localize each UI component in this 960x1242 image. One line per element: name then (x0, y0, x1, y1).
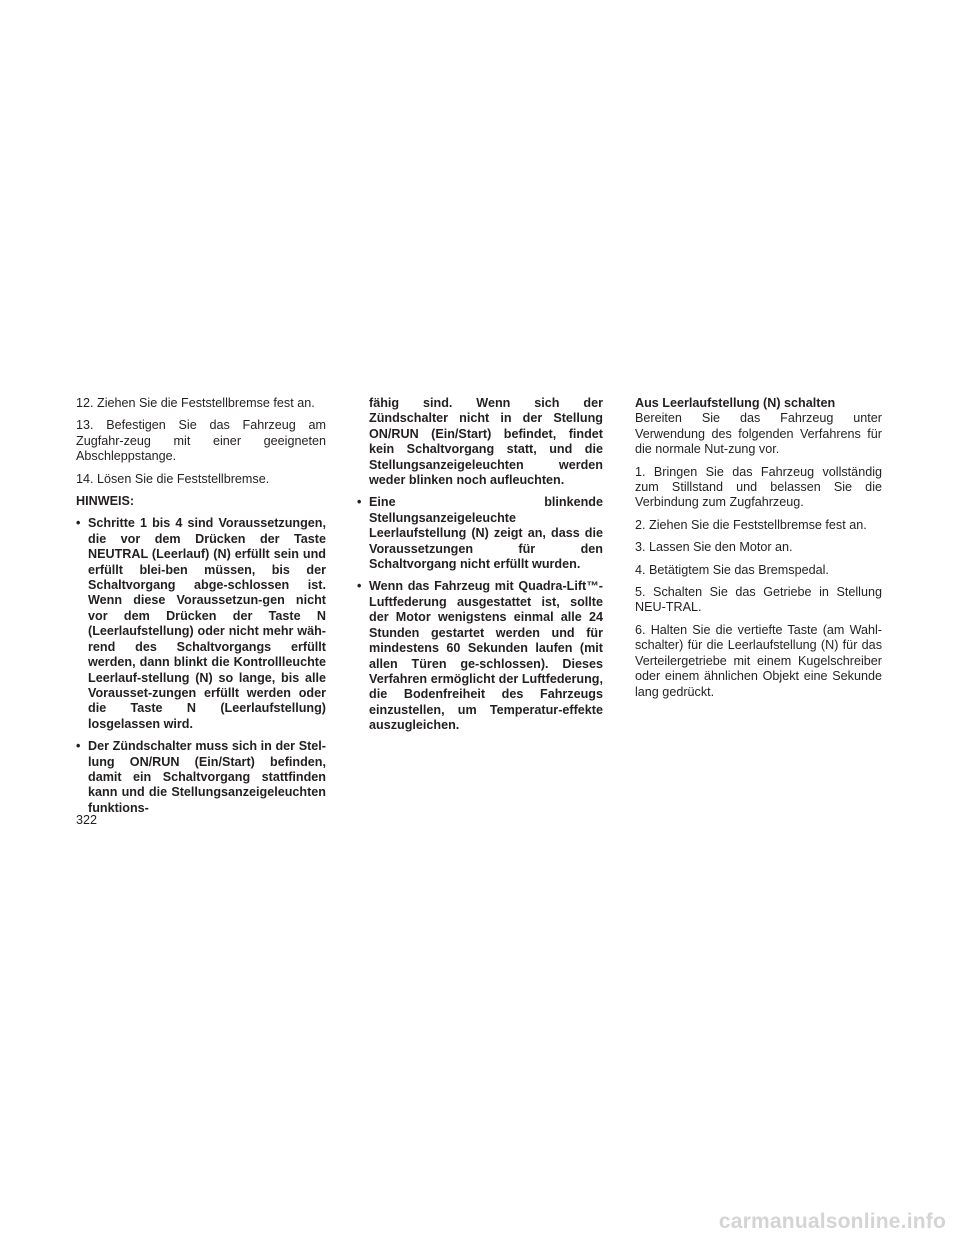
step-5: 5. Schalten Sie das Getriebe in Stellung NEU-TRAL. (635, 585, 882, 615)
bullet-icon: • (357, 579, 362, 594)
note-bullet-1-text: Schritte 1 bis 4 sind Voraussetzungen, die vor dem Drücken der Taste NEUTRAL (Leerlauf) (N) erfüllt sein und erfüllt blei-ben müssen, bis der Schaltvorgang abge-schlossen ist. Wenn diese Voraussetzun-gen nicht vor dem Drücken der Taste N (Leerlaufstellung) oder nicht mehr wäh-rend des Schaltvorgangs erfüllt werden, dann blinkt die Kontrollleuchte Leerlauf-stellung (N) so lange, bis alle Vorausset-zungen erfüllt werden oder die Taste N (Leerlaufstellung) losgelassen wird. (88, 516, 326, 731)
note-bullet-3 (357, 495, 603, 572)
section-heading: Aus Leerlaufstellung (N) schalten (635, 396, 836, 410)
note-heading: HINWEIS: (76, 494, 135, 509)
bullet-icon: • (76, 516, 81, 531)
note-bullet-4 (357, 579, 603, 733)
step-14: 14. Lösen Sie die Feststellbremse. (76, 471, 270, 486)
step-2: 2. Ziehen Sie die Feststellbremse fest an. (635, 517, 867, 532)
section-intro: Bereiten Sie das Fahrzeug unter Verwendung des folgenden Verfahrens für die normale Nut-zung vor. (635, 411, 882, 457)
note-bullet-2 (76, 739, 326, 816)
note-bullet-2-text: Der Zündschalter muss sich in der Stel-lung ON/RUN (Ein/Start) befinden, damit ein Schaltvorgang stattfinden kann und die Stellungsanzeigeleuchten funktions- (88, 739, 326, 815)
column-middle (357, 396, 603, 741)
step-3: 3. Lassen Sie den Motor an. (635, 540, 793, 555)
note-bullet-2-continued (357, 396, 603, 488)
note-bullet-2-continued-text: fähig sind. Wenn sich der Zündschalter nicht in der Stellung ON/RUN (Ein/Start) befindet, findet kein Schaltvorgang statt, und die Stellungsanzeigeleuchten werden weder blinken noch aufleuchten. (369, 396, 603, 488)
column-left (76, 396, 326, 823)
step-1: 1. Bringen Sie das Fahrzeug vollständig zum Stillstand und belassen Sie die Verbindung zum Zugfahrzeug. (635, 464, 882, 510)
step-4: 4. Betätigtem Sie das Bremspedal. (635, 562, 829, 577)
bullet-icon: • (76, 739, 81, 754)
watermark-link[interactable]: carmanualsonline.info (718, 1210, 946, 1233)
step-13: 13. Befestigen Sie das Fahrzeug am Zugfahr-zeug mit einer geeigneten Abschleppstange. (76, 418, 326, 464)
bullet-icon: • (357, 495, 362, 510)
note-bullet-1 (76, 516, 326, 732)
note-bullet-4-text: Wenn das Fahrzeug mit Quadra-Lift™-Luftfederung ausgestattet ist, sollte der Motor wenigstens einmal alle 24 Stunden gestartet werden und für mindestens 60 Sekunden laufen (mit allen Türen ge-schlossen). Dieses Verfahren ermöglicht der Luftfederung, die Bodenfreiheit des Fahrzeugs einzustellen, um Temperatur-effekte auszugleichen. (369, 579, 603, 733)
page-number: 322 (76, 813, 98, 827)
note-bullet-3-text: Eine blinkende Stellungsanzeigeleuchte Leerlaufstellung (N) zeigt an, dass die Voraussetzungen für den Schaltvorgang nicht erfüllt wurden. (369, 495, 603, 572)
step-6: 6. Halten Sie die vertiefte Taste (am Wahl-schalter) für die Leerlaufstellung (N) für das Verteilergetriebe mit einem Kugelschreiber oder einem ähnlichen Objekt eine Sekunde lang gedrückt. (635, 622, 882, 699)
step-12: 12. Ziehen Sie die Feststellbremse fest an. (76, 396, 315, 410)
column-right (635, 396, 882, 707)
